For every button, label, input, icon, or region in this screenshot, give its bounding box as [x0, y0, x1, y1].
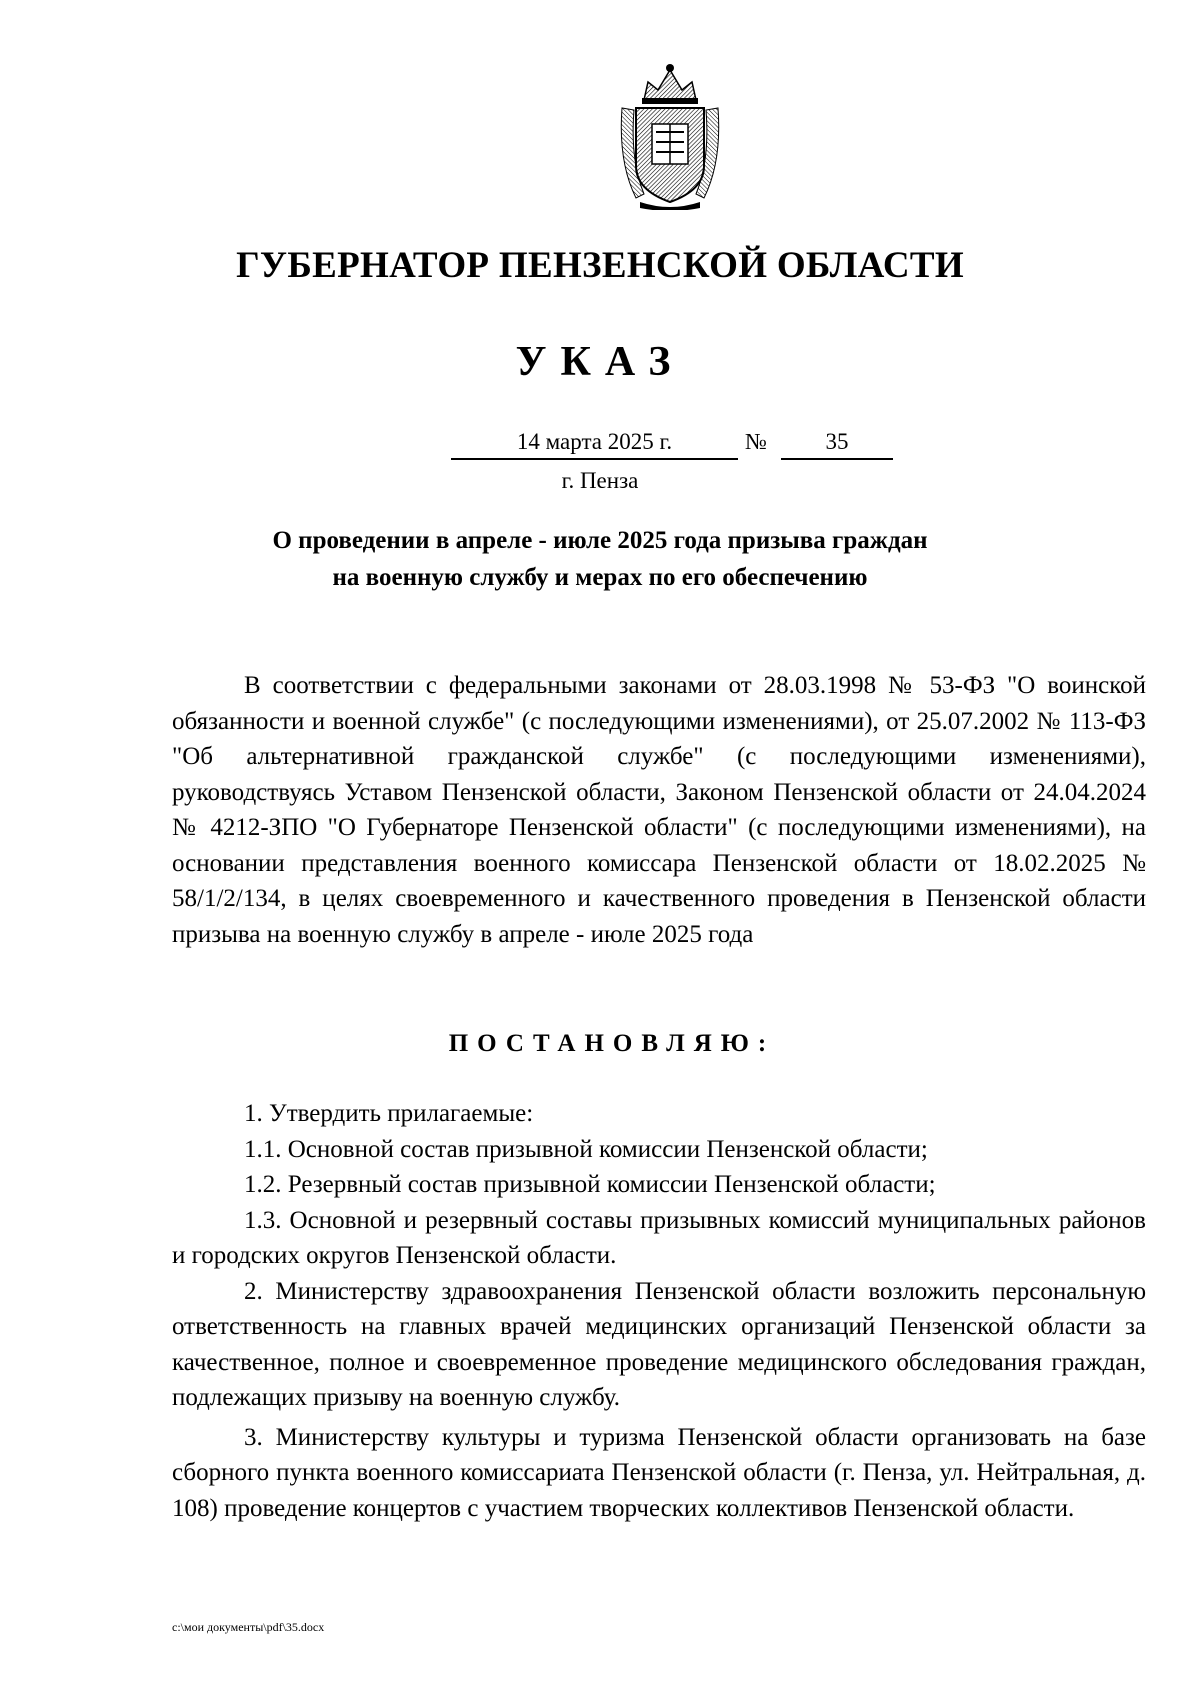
decree-item-2: 2. Министерству здравоохранения Пензенской области возложить персональную ответственность на главных врачей медицинских организаций Пензенской области за качественное, полное и своевременное проведение медицинского обследования граждан, подлежащих призыву на военную службу. [172, 1277, 1146, 1411]
preamble-block [172, 668, 1146, 952]
document-date: 14 марта 2025 г. [451, 426, 738, 460]
penza-oblast-coat-of-arms-icon [614, 62, 726, 210]
document-title-line-1: О проведении в апреле - июле 2025 года призыва граждан [272, 527, 928, 554]
document-type-heading: УКАЗ [515, 339, 685, 385]
preamble-paragraph: В соответствии с федеральными законами от 28.03.1998 № 53-ФЗ "О воинской обязанности и военной службе" (с последующими изменениями), от 25.07.2002 № 113-ФЗ "Об альтернативной гражданской службе" (с последующими изменениями), руководствуясь Уставом Пензенской области, Законом Пензенской области от 24.04.2024 № 4212-ЗПО "О Губернаторе Пензенской области" (с последующими изменениями), на основании представления военного комиссара Пензенской области от 18.02.2025 № 58/1/2/134, в целях своевременного и качественного проведения в Пензенской области призыва на военную службу в апреле - июле 2025 года [172, 672, 1146, 948]
decree-items [172, 1096, 1146, 1526]
decree-item-1-1: 1.1. Основной состав призывной комиссии Пензенской области; [244, 1135, 928, 1163]
file-path-footer: c:\мои документы\pdf\35.docx [172, 1620, 325, 1634]
resolve-heading: ПОСТАНОВЛЯЮ: [448, 1030, 776, 1057]
decree-item-1: 1. Утвердить прилагаемые: [244, 1100, 534, 1127]
decree-item-1-2: 1.2. Резервный состав призывной комиссии Пензенской области; [244, 1171, 936, 1198]
issuing-authority-heading: ГУБЕРНАТОР ПЕНЗЕНСКОЙ ОБЛАСТИ [236, 245, 964, 286]
decree-item-1-3: 1.3. Основной и резервный составы призывных комиссий муниципальных районов и городских округов Пензенской области. [172, 1206, 1146, 1269]
number-sign: № [745, 429, 767, 454]
issue-city: г. Пенза [561, 468, 639, 493]
document-number: 35 [781, 426, 893, 460]
document-title [200, 522, 1000, 596]
decree-item-3: 3. Министерству культуры и туризма Пензенской области организовать на базе сборного пункта военного комиссариата Пензенской области (г. Пенза, ул. Нейтральная, д. 108) проведение концертов с участием творческих коллективов Пензенской области. [172, 1423, 1146, 1522]
document-title-line-2: на военную службу и мерах по его обеспечению [332, 564, 868, 591]
